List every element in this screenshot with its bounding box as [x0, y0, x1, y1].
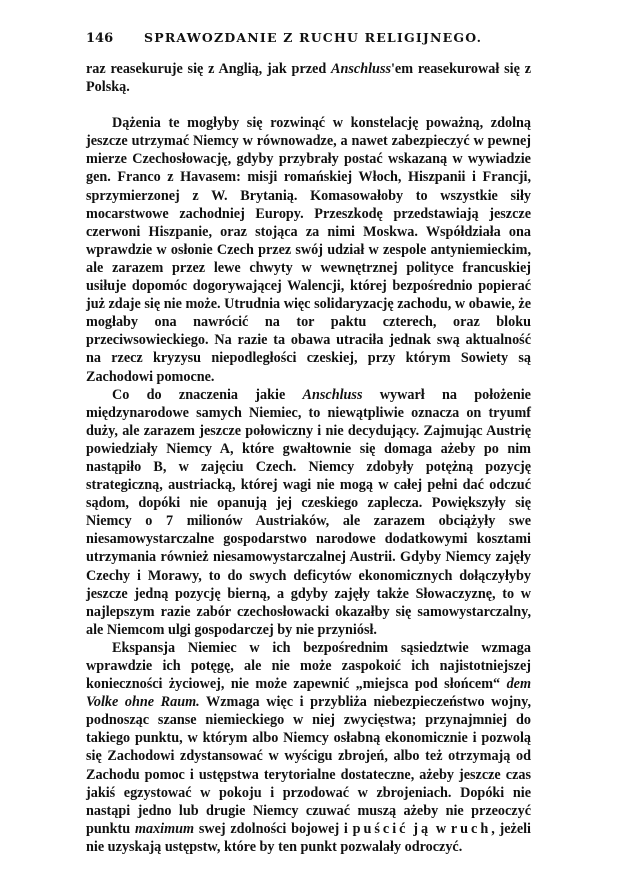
text-segment-italic: dem Volke ohne Raum. — [86, 676, 531, 711]
text-segment: swej zdolności bojowej i — [194, 820, 353, 837]
text-segment-spaced: ją — [413, 820, 432, 837]
paragraph-gap — [86, 96, 531, 114]
paragraph-continuation — [86, 60, 531, 96]
text-segment: w — [431, 820, 451, 837]
page-number: 146 — [86, 31, 114, 46]
text-segment: wywarł na położenie międzynarodowe samych Niemiec, to niewątpliwie oznacza on tryumf duży, ale zarazem jeszcze połowiczny i nie decydujący. Zajmując Austrię powiedziały Niemcy A, które gwałtownie się domaga ażeby po nim nastąpiło B, w zajęciu Czech. Niemcy zdobyły potężną pozycję strategiczną, austriacką, której wagi nie mogą w całej pełni dać odczuć sądom, dopóki nie opanują jej czeskiego zaplecza. Powiększyły się Niemcy o 7 milionów Austriaków, ale zarazem obciążyły swe niesamowystarczalne gospodarstwo narodowe dodatkowymi kosztami utrzymania również niesamowystarczalnej Austrii. Gdyby Niemcy zajęły Czechy i Morawy, to do swych deficytów ekonomicznych dołączyłyby jeszcze jedną pozycję bierną, a gdyby zajęły także Słowaczyznę, to w najlepszym razie zabór czechosłowacki okazałby się samowystarczalny, ale Niemcom ulgi gospodarczej by nie przyniósł. — [86, 386, 531, 638]
text-segment-italic: maximum — [134, 820, 195, 837]
page-header — [86, 30, 531, 50]
text-segment-italic: Anschluss — [302, 386, 363, 403]
paragraph — [86, 114, 531, 385]
text-segment: 'em reasekurował się z Polską. — [86, 61, 531, 96]
text-segment: Ekspansja Niemiec w ich bezpośrednim sąsiedztwie wzmaga wprawdzie ich potęgę, ale nie może zaspokoić ich najistotniejszej konieczności życiowej, nie może zapewnić „miejsca pod słońcem“ — [86, 639, 531, 693]
text-segment: Dążenia te mogłyby się rozwinąć w konstelację poważną, zdolną jeszcze utrzymać Niemcy w równowadze, a nawet zabezpieczyć w pewnej mierze Czechosłowację, gdyby przybrały postać wskazaną w wywiadzie gen. Franco z Havasem: misji romańskiej Włoch, Hiszpanii i Francji, sprzymierzonej z W. Brytanią. Komasowałoby to wszystkie siły mocarstwowe zachodniej Europy. Przeszkodę przedstawiają jeszcze czerwoni Hiszpanie, oraz stojąca za nimi Moskwa. Współdziała ona wprawdzie w osłonie Czech przez swój udział w zespole antyniemieckim, ale zarazem przez lewe chwyty w wewnętrznej polityce francuskiej usiłuje dopomóc dogorywającej Walencji, której bezpośrednio popierać już zdaje się nie może. Utrudnia więc solidaryzację zachodu, w obawie, że mogłaby ona nawrócić na tor paktu czterech, oraz bloku przeciwsowieckiego. Na razie ta obawa utraciła jednak swą aktualność na rzecz kryzysu niepodległości czeskiej, przy którym Sowiety są Zachodowi pomocne. — [86, 115, 531, 385]
text-segment-italic: Anschluss — [331, 61, 391, 77]
text-segment: Wzmaga więc i przybliża niebezpieczeństwo wojny, podnosząc szanse niemieckiego w niej zwycięstwa; przynajmniej do takiego punktu, w którym albo Niemcy osłabną ekonomicznie i pozwolą się Zachodowi zdystansować w wyścigu zbrojeń, albo też otrzymają od Zachodu pomoc i ustępstwa terytorialne dostateczne, ażeby jeszcze czas jakiś egzystować w pokoju i przodować w zbrojeniach. Dopóki nie nastąpi jedno lub drugie Niemcy czuwać muszą ażeby nie przeoczyć punktu — [86, 694, 531, 837]
text-segment: , jeżeli nie uzyskają ustępstw, które by ten punkt pozwalały odroczyć. — [86, 820, 532, 855]
text-segment: Co do znaczenia jakie — [112, 386, 303, 403]
body-text — [86, 60, 531, 856]
text-segment-spaced: puścić — [352, 820, 409, 837]
running-head: SPRAWOZDANIE Z RUCHU RELIGIJNEGO. — [144, 30, 483, 45]
text-segment: raz reasekuruje się z Anglią, jak przed — [86, 61, 332, 77]
paragraph — [86, 639, 531, 856]
text-segment-spaced: ruch — [450, 820, 492, 837]
paragraph — [86, 386, 531, 639]
